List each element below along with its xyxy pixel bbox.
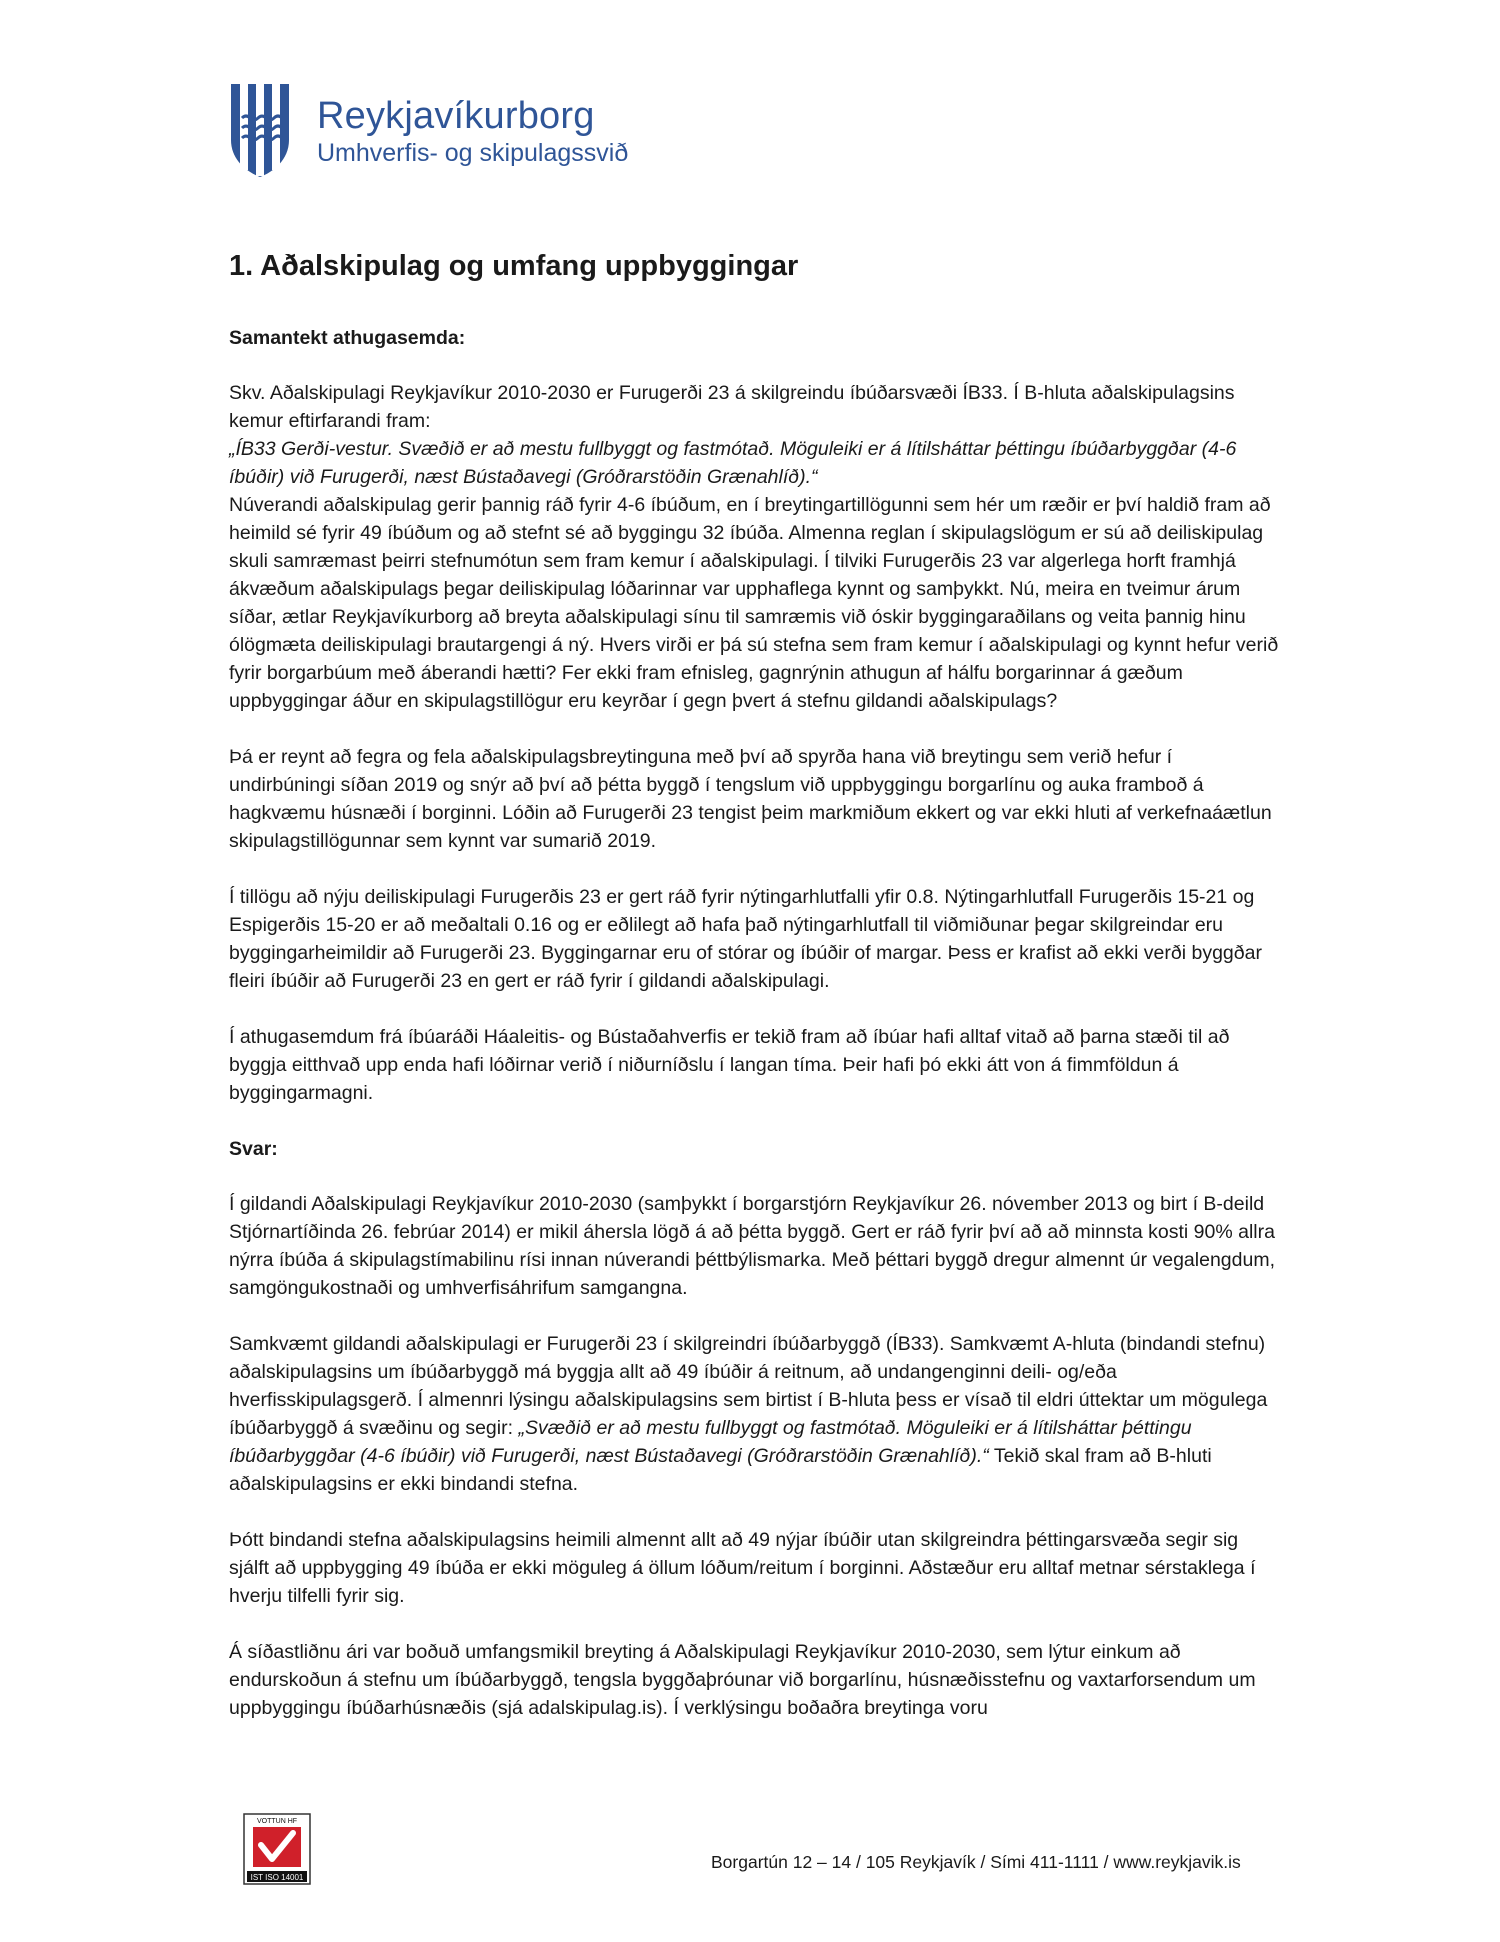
cert-top-text: VOTTUN HF [256,1818,298,1825]
cert-bottom-text: IST ISO 14001 [250,1873,304,1882]
footer-address: Borgartún 12 – 14 / 105 Reykjavík / Sími 411-1111 / www.reykjavik.is [711,1852,1241,1872]
answer-paragraph-2 [229,1330,1279,1498]
answer-paragraph-4: Á síðastliðnu ári var boðuð umfangsmikil breyting á Aðalskipulagi Reykjavíkur 2010-2030, sem lýtur einkum að endurskoðun á stefnu um íbúðarbyggð, tengsla byggðaþróunar við borgarlínu, húsnæðisstefnu og vaxtarforsendum um uppbyggingu íbúðarhúsnæðis (sjá adalskipulag.is). Í verklýsingu boðaðra breytinga voru [229,1641,1256,1719]
answer-paragraph-1: Í gildandi Aðalskipulagi Reykjavíkur 2010-2030 (samþykkt í borgarstjórn Reykjavíkur 26. nóvember 2013 og birt í B-deild Stjórnartíðinda 26. febrúar 2014) er mikil áhersla lögð á að þétta byggð. Gert er ráð fyrir því að að minnsta kosti 90% allra nýrra íbúða á skipulagstímabilinu rísi innan núverandi þéttbýlismarka. Með þéttari byggð dregur almennt úr vegalengdum, samgöngukostnaði og umhverfisáhrifum samgangna. [229,1193,1275,1299]
summary-label: Samantekt athugasemda: [229,327,466,349]
reykjavik-shield-logo [229,82,291,178]
answer-p2-intro: Samkvæmt gildandi aðalskipulagi er Furugerði 23 í skilgreindri íbúðarbyggð (ÍB33). Samkvæmt A-hluta (bindandi stefnu) aðalskipulagsins um íbúðarbyggð má byggja allt að 49 íbúðir á reitnum, að undangenginni deili- og/eða hverfisskipulagsgerð. Í almennri lýsingu aðalskipulagsins sem birtist í B-hluta þess er vísað til eldri úttektar um mögulega íbúðarbyggð á svæðinu og segir: [229,1333,1268,1439]
letterhead [229,82,829,182]
answer-p2-rest: Tekið skal fram að B-hluti aðalskipulagsins er ekki bindandi stefna. [229,1445,1212,1495]
summary-paragraph-2: Þá er reynt að fegra og fela aðalskipulagsbreytinguna með því að spyrða hana við breytingu sem verið hefur í undirbúningi síðan 2019 og snýr að því að þétta byggð í tengslum við uppbyggingu borgarlínu og auka framboð á hagkvæmu húsnæði í borginni. Lóðin að Furugerði 23 tengist þeim markmiðum ekkert og var ekki hluti af verkefnaáætlun skipulagstillögunnar sem kynnt var sumarið 2019. [229,746,1272,852]
summary-paragraph-4: Í athugasemdum frá íbúaráði Háaleitis- og Bústaðahverfis er tekið fram að íbúar hafi alltaf vitað að þarna stæði til að byggja eitthvað upp enda hafi lóðirnar verið í niðurníðslu í langan tíma. Þeir hafi þó ekki átt von á fimmföldun á byggingarmagni. [229,1026,1230,1104]
summary-p1-intro: Skv. Aðalskipulagi Reykjavíkur 2010-2030 er Furugerði 23 á skilgreindu íbúðarsvæði ÍB33. Í B-hluta aðalskipulagsins kemur eftirfarandi fram: [229,382,1235,432]
document-body [229,246,1279,1750]
summary-p1-rest: Núverandi aðalskipulag gerir þannig ráð fyrir 4-6 íbúðum, en í breytingartillögunni sem hér um ræðir er því haldið fram að heimild sé fyrir 49 íbúðum og að stefnt sé að byggingu 32 íbúða. Almenna reglan í skipulagslögum er sú að deiliskipulag skuli samræmast þeirri stefnumótun sem fram kemur í aðalskipulagi. Í tilviki Furugerðis 23 var algerlega horft framhjá ákvæðum aðalskipulags þegar deiliskipulag lóðarinnar var upphaflega kynnt og samþykkt. Nú, meira en tveimur árum síðar, ætlar Reykjavíkurborg að breyta aðalskipulagi sínu til samræmis við óskir byggingaraðilans og veita þannig hinu ólögmæta deiliskipulagi brautargengi á ný. Hvers virði er þá sú stefna sem fram kemur í aðalskipulagi og kynnt hefur verið fyrir borgarbúum með áberandi hætti? Fer ekki fram efnisleg, gagnrýnin athugun af hálfu borgarinnar á gæðum uppbyggingar áður en skipulagstillögur eru keyrðar í gegn þvert á stefnu gildandi aðalskipulags? [229,494,1279,712]
summary-paragraph-1 [229,379,1279,715]
answer-paragraph-3: Þótt bindandi stefna aðalskipulagsins heimili almennt allt að 49 nýjar íbúðir utan skilgreindra þéttingarsvæða segir sig sjálft að uppbygging 49 íbúða er ekki möguleg á öllum lóðum/reitum í borginni. Aðstæður eru alltaf metnar sérstaklega í hverju tilfelli fyrir sig. [229,1529,1256,1607]
summary-paragraph-3: Í tillögu að nýju deiliskipulagi Furugerðis 23 er gert ráð fyrir nýtingarhlutfalli yfir 0.8. Nýtingarhlutfall Furugerðis 15-21 og Espigerðis 15-20 er að meðaltali 0.16 og er eðlilegt að hafa það nýtingarhlutfall til viðmiðunar þegar skilgreindar eru byggingarheimildir að Furugerði 23. Byggingarnar eru of stórar og íbúðir of margar. Þess er krafist að ekki verði byggðar fleiri íbúðir að Furugerði 23 en gert er ráð fyrir í gildandi aðalskipulagi. [229,886,1262,992]
department-name: Umhverfis- og skipulagssvið [317,139,629,167]
org-name: Reykjavíkurborg [317,95,595,137]
iso-certification-logo [243,1813,311,1885]
section-title: 1. Aðalskipulag og umfang uppbyggingar [229,250,799,282]
summary-p1-quote: „ÍB33 Gerði-vestur. Svæðið er að mestu fullbyggt og fastmótað. Möguleiki er á lítilsháttar þéttingu íbúðarbyggðar (4-6 íbúðir) við Furugerði, næst Bústaðavegi (Gróðrarstöðin Grænahlíð).“ [229,438,1237,488]
answer-label: Svar: [229,1138,278,1160]
answer-p2-quote: „Svæðið er að mestu fullbyggt og fastmótað. Möguleiki er á lítilsháttar þéttingu íbúðarbyggðar (4-6 íbúðir) við Furugerði, næst Bústaðavegi (Gróðrarstöðin Grænahlíð).“ [229,1417,1192,1467]
